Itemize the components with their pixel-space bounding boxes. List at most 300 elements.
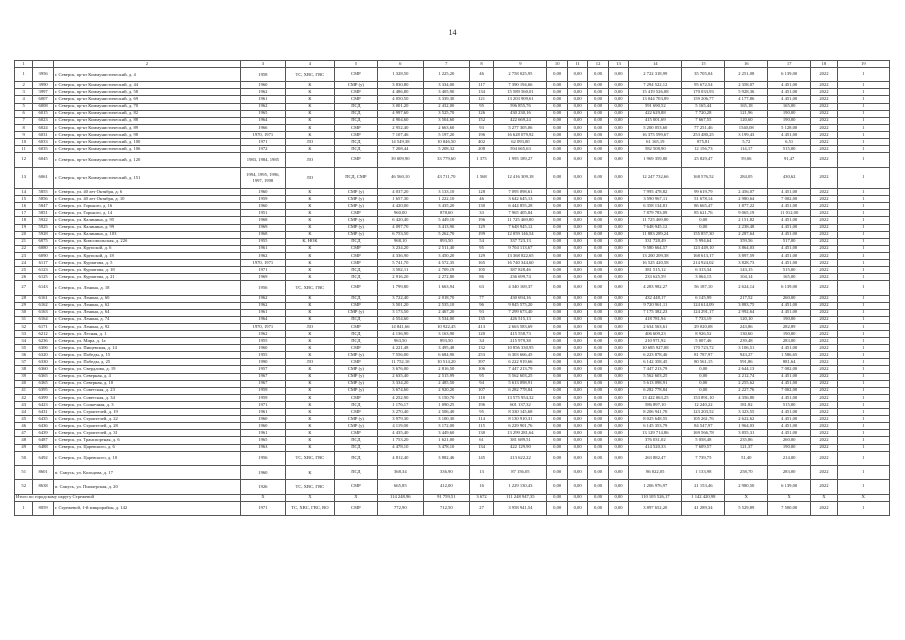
- table-cell: 0,00: [608, 331, 628, 338]
- table-row: [15, 309, 890, 316]
- table-cell: 196: [469, 401, 494, 408]
- table-cell: 239,48: [725, 338, 768, 345]
- table-cell: 0,00: [608, 316, 628, 323]
- table-cell: 42: [15, 394, 33, 401]
- table-cell: 665,85: [377, 480, 423, 494]
- table-cell: 4 451,00: [768, 82, 811, 89]
- table-cell: 415 001,69: [629, 117, 682, 124]
- table-cell: СМР: [334, 124, 377, 131]
- table-cell: 1964: [240, 316, 285, 323]
- table-cell: 4 451,00: [768, 409, 811, 416]
- table-cell: 0,00: [547, 323, 567, 330]
- table-cell: 0,00: [547, 146, 567, 153]
- table-cell: 0,00: [608, 196, 628, 203]
- table-cell: г. Северск, ул. Северная, д. 10: [53, 380, 240, 387]
- table-cell: 105: [469, 267, 494, 274]
- column-number-cell: 6: [377, 61, 423, 68]
- table-cell: 0,00: [567, 124, 587, 131]
- table-cell: ПСД: [334, 146, 377, 153]
- table-cell: 104,14: [725, 274, 768, 281]
- table-cell: 1 657,30: [377, 196, 423, 203]
- table-cell: 2 663,60: [423, 124, 469, 131]
- table-cell: 0,00: [682, 380, 725, 387]
- table-cell: 169 566,78: [682, 430, 725, 437]
- table-cell: 3 855,31: [725, 430, 768, 437]
- table-cell: 0,00: [547, 110, 567, 117]
- table-cell: 0,00: [567, 401, 587, 408]
- table-cell: 2022: [811, 366, 838, 373]
- table-cell: 0,00: [608, 430, 628, 437]
- table-cell: 25 829,47: [682, 153, 725, 167]
- table-cell: 283,00: [768, 465, 811, 479]
- table-cell: 0,00: [682, 366, 725, 373]
- table-cell: 0,00: [567, 387, 587, 394]
- table-cell: 1959: [240, 196, 285, 203]
- table-cell: 0,00: [608, 103, 628, 110]
- table-cell: 6007: [33, 96, 53, 103]
- table-cell: К: [285, 316, 334, 323]
- table-cell: 1970, 1971: [240, 259, 285, 266]
- table-cell: 0,00: [547, 366, 567, 373]
- table-cell: 1: [837, 437, 889, 444]
- table-cell: 2022: [811, 224, 838, 231]
- table-cell: 6488: [33, 444, 53, 451]
- table-row: [15, 451, 890, 465]
- table-cell: 3 642 645,13: [494, 196, 547, 203]
- table-cell: 1966: [240, 124, 285, 131]
- table-cell: 41: [15, 387, 33, 394]
- table-cell: 0,00: [547, 203, 567, 210]
- table-cell: 7 095 098,61: [494, 189, 547, 196]
- table-cell: 0,00: [608, 231, 628, 238]
- table-cell: 0,00: [608, 274, 628, 281]
- table-cell: 0,00: [608, 423, 628, 430]
- table-cell: 3 676,00: [377, 366, 423, 373]
- table-row: [15, 465, 890, 479]
- column-number-cell: 18: [811, 61, 838, 68]
- table-cell: 0,00: [608, 68, 628, 82]
- table-cell: 0,00: [567, 189, 587, 196]
- table-cell: 0,00: [547, 345, 567, 352]
- table-cell: 46: [15, 423, 33, 430]
- table-cell: 712,50: [423, 501, 469, 515]
- table-cell: 0,00: [567, 196, 587, 203]
- table-cell: 1960: [240, 345, 285, 352]
- table-cell: 3 897 652,20: [629, 501, 682, 515]
- table-cell: 5925: [33, 224, 53, 231]
- table-cell: 54: [469, 238, 494, 245]
- table-cell: 0,00: [567, 281, 587, 295]
- table-cell: 4 451,00: [768, 224, 811, 231]
- table-cell: 1: [837, 387, 889, 394]
- table-cell: 196: [469, 217, 494, 224]
- table-cell: 4 451,00: [768, 252, 811, 259]
- table-cell: К: [285, 110, 334, 117]
- table-cell: 1967: [240, 380, 285, 387]
- table-cell: 0,00: [588, 131, 608, 138]
- table-cell: 7 107,46: [377, 131, 423, 138]
- table-cell: 0,00: [608, 345, 628, 352]
- table-cell: 4 136,90: [377, 331, 423, 338]
- table-cell: 601 137,32: [494, 401, 547, 408]
- table-cell: 130,60: [725, 331, 768, 338]
- table-cell: 263 882,47: [629, 451, 682, 465]
- table-cell: 52: [15, 480, 33, 494]
- table-cell: 1971: [240, 267, 285, 274]
- table-cell: 0,00: [608, 451, 628, 465]
- table-cell: 190,00: [768, 316, 811, 323]
- table-cell: ПСД: [334, 331, 377, 338]
- table-cell: 62 093,00: [494, 139, 547, 146]
- table-cell: г. Северск, ул. Лесная, д. 1: [53, 331, 240, 338]
- table-cell: К: [285, 217, 334, 224]
- table-cell: ПСД: [334, 110, 377, 117]
- table-cell: г. Северск, ул. 40 лет Октября, д. 6: [53, 189, 240, 196]
- table-cell: 7 720,28: [682, 110, 725, 117]
- table-cell: 1: [837, 110, 889, 117]
- table-cell: г. Северск, пр-кт Коммунистический, д. 70: [53, 103, 240, 110]
- table-cell: 24: [15, 259, 33, 266]
- table-cell: 2022: [811, 451, 838, 465]
- table-cell: 0,00: [567, 373, 587, 380]
- table-cell: 196: [469, 131, 494, 138]
- table-cell: 0,00: [588, 494, 608, 501]
- table-cell: 5 208,32: [423, 146, 469, 153]
- table-cell: 121,96: [725, 110, 768, 117]
- table-cell: 0,00: [608, 394, 628, 401]
- table-cell: 114,17: [725, 146, 768, 153]
- table-cell: 0,00: [567, 451, 587, 465]
- table-cell: 4 486,80: [377, 89, 423, 96]
- table-cell: 4 451,00: [768, 231, 811, 238]
- table-cell: К: [285, 259, 334, 266]
- table-cell: 165: [469, 259, 494, 266]
- table-cell: 0,00: [547, 267, 567, 274]
- table-cell: 0,00: [547, 373, 567, 380]
- table-cell: 3 064,15: [682, 274, 725, 281]
- table-row: [15, 167, 890, 189]
- table-cell: 0,00: [567, 380, 587, 387]
- table-cell: 0,00: [567, 345, 587, 352]
- table-cell: 1 753,20: [377, 437, 423, 444]
- table-cell: 6123: [33, 267, 53, 274]
- table-cell: К: [285, 465, 334, 479]
- table-cell: 5922: [33, 217, 53, 224]
- table-cell: 11: [15, 146, 33, 153]
- table-cell: 0,00: [588, 302, 608, 309]
- table-cell: 0,00: [567, 430, 587, 437]
- table-cell: 6330: [33, 359, 53, 366]
- table-cell: 4 451,00: [768, 131, 811, 138]
- table-cell: 1: [837, 238, 889, 245]
- table-cell: 0,00: [547, 480, 567, 494]
- table-cell: 155 857,30: [682, 231, 725, 238]
- table-cell: 0,00: [588, 274, 608, 281]
- table-cell: г. Северск, ул. Свердлова, д. 19: [53, 366, 240, 373]
- table-cell: ЛО: [285, 323, 334, 330]
- table-cell: 21: [15, 238, 33, 245]
- table-cell: 12 240,22: [682, 401, 725, 408]
- table-cell: 331 728,49: [629, 238, 682, 245]
- table-cell: 13 044 703,89: [629, 96, 682, 103]
- table-cell: 2022: [811, 444, 838, 451]
- table-cell: 586 897,10: [629, 401, 682, 408]
- table-cell: 5 613 098,91: [494, 380, 547, 387]
- table-cell: 0,00: [608, 323, 628, 330]
- table-cell: 1: [837, 338, 889, 345]
- table-cell: 1955: [240, 352, 285, 359]
- table-cell: 6 229 901,76: [494, 423, 547, 430]
- table-cell: 1962: [240, 89, 285, 96]
- table-cell: 402: [469, 139, 494, 146]
- column-number-cell: 2: [53, 61, 240, 68]
- table-cell: 1: [837, 217, 889, 224]
- table-cell: 2022: [811, 302, 838, 309]
- table-cell: 2022: [811, 110, 838, 117]
- table-cell: 881,64: [768, 359, 811, 366]
- table-cell: 282,89: [768, 323, 811, 330]
- table-cell: К: [285, 444, 334, 451]
- table-cell: 2 634 563,61: [629, 323, 682, 330]
- table-cell: 6436: [33, 423, 53, 430]
- table-cell: 1: [15, 68, 33, 82]
- table-row: [15, 302, 890, 309]
- table-cell: 0,00: [588, 295, 608, 302]
- table-cell: 0,00: [588, 409, 608, 416]
- table-cell: 128: [469, 189, 494, 196]
- table-cell: 0,00: [608, 480, 628, 494]
- table-cell: 1: [837, 423, 889, 430]
- table-cell: 0,00: [608, 96, 628, 103]
- table-cell: 10 514,20: [423, 359, 469, 366]
- column-number-cell: 5: [334, 61, 377, 68]
- table-cell: 1 225,20: [423, 68, 469, 82]
- table-cell: 6 753,50: [377, 231, 423, 238]
- table-cell: 124 614,09: [682, 302, 725, 309]
- table-cell: 2 980,64: [725, 196, 768, 203]
- table-cell: ПСД: [334, 465, 377, 479]
- table-cell: г. Северск, ул. Транспортная, д. 6: [53, 437, 240, 444]
- table-cell: 359,56: [725, 238, 768, 245]
- table-cell: 6162: [33, 302, 53, 309]
- table-cell: 0,00: [567, 238, 587, 245]
- table-cell: г. Северск, ул. Крупской, д. 6: [53, 245, 240, 252]
- table-cell: 0,00: [608, 224, 628, 231]
- table-row: [15, 380, 890, 387]
- table-row: [15, 352, 890, 359]
- table-cell: 5 562 603,25: [629, 373, 682, 380]
- table-cell: 91,47: [768, 153, 811, 167]
- table-row: [15, 394, 890, 401]
- table-cell: 4 451,00: [768, 394, 811, 401]
- table-cell: Х: [240, 494, 285, 501]
- table-cell: 1961: [240, 245, 285, 252]
- table-cell: 1965: [240, 437, 285, 444]
- table-cell: 14 841,66: [377, 323, 423, 330]
- table-cell: 39: [15, 373, 33, 380]
- table-cell: 0,00: [608, 501, 628, 515]
- table-cell: г. Северск, ул. Ленина, д. 62: [53, 302, 240, 309]
- table-cell: 0,00: [588, 352, 608, 359]
- table-cell: 1962: [240, 103, 285, 110]
- table-cell: 0,00: [588, 267, 608, 274]
- table-cell: 0,00: [608, 117, 628, 124]
- table-cell: 1994, 1995, 1996, 1997, 1998: [240, 167, 285, 189]
- table-cell: 2022: [811, 103, 838, 110]
- table-cell: 772,90: [377, 501, 423, 515]
- table-cell: СМР: [334, 68, 377, 82]
- table-cell: 85 621,76: [682, 210, 725, 217]
- table-cell: 3 674,60: [377, 387, 423, 394]
- table-cell: 1972: [240, 146, 285, 153]
- table-cell: 26: [15, 274, 33, 281]
- table-cell: 0,00: [547, 309, 567, 316]
- table-cell: 40: [15, 380, 33, 387]
- table-cell: 2022: [811, 146, 838, 153]
- table-cell: 5 197,20: [423, 131, 469, 138]
- table-cell: 0,00: [608, 82, 628, 89]
- table-cell: 99 619,79: [682, 189, 725, 196]
- table-cell: 0,00: [547, 501, 567, 515]
- table-cell: 0,00: [588, 465, 608, 479]
- table-cell: 7 667,55: [682, 117, 725, 124]
- table-cell: 0,00: [588, 124, 608, 131]
- table-cell: 13: [15, 167, 33, 189]
- table-cell: 893,50: [423, 238, 469, 245]
- table-cell: 0,00: [547, 196, 567, 203]
- table-cell: 4 451,00: [768, 96, 811, 103]
- table-cell: 2022: [811, 387, 838, 394]
- table-cell: 2022: [811, 423, 838, 430]
- table-cell: 1962: [240, 295, 285, 302]
- table-cell: ЛО: [285, 153, 334, 167]
- table-cell: 0,00: [567, 224, 587, 231]
- table-cell: 0,00: [567, 131, 587, 138]
- table-row: [15, 409, 890, 416]
- table-cell: 2022: [811, 217, 838, 224]
- table-cell: 6236: [33, 338, 53, 345]
- table-cell: 0,00: [567, 316, 587, 323]
- table-cell: 3 495,48: [423, 345, 469, 352]
- table-cell: 2 663 583,69: [494, 323, 547, 330]
- table-cell: г. Северск, ул. Курчатова, д. 21: [53, 274, 240, 281]
- table-cell: 23: [15, 252, 33, 259]
- table-cell: 1962: [240, 331, 285, 338]
- table-cell: 7 556,00: [377, 352, 423, 359]
- table-cell: г. Северск, ул. Царевского, д. 6: [53, 444, 240, 451]
- table-cell: 5 449,10: [423, 217, 469, 224]
- table-cell: ТС, ХВС, ГВС: [285, 480, 334, 494]
- table-cell: 12 059 146,54: [494, 231, 547, 238]
- column-number-cell: 12: [588, 61, 608, 68]
- table-cell: 2 287,64: [725, 231, 768, 238]
- table-cell: 0,00: [588, 359, 608, 366]
- table-cell: г. Северск, ул. Советская, д. 23: [53, 387, 240, 394]
- table-cell: 1: [837, 451, 889, 465]
- table-cell: 515,00: [768, 401, 811, 408]
- table-row: [15, 153, 890, 167]
- table-cell: 0,00: [567, 117, 587, 124]
- table-cell: 2022: [811, 480, 838, 494]
- table-row: [15, 295, 890, 302]
- table-cell: г. Северск, ул. Строителей, д. 19: [53, 409, 240, 416]
- table-cell: 591 690,52: [629, 103, 682, 110]
- table-cell: г. Стрежевой, 1-й микрорайон, д. 142: [53, 501, 240, 515]
- table-cell: 2 358,07: [725, 82, 768, 89]
- table-cell: 6 358 134,81: [629, 203, 682, 210]
- table-cell: 0,00: [588, 110, 608, 117]
- table-cell: 13 200 209,38: [629, 252, 682, 259]
- table-cell: 3 449,60: [423, 430, 469, 437]
- table-cell: 2022: [811, 373, 838, 380]
- table-cell: 0,00: [567, 437, 587, 444]
- table-cell: 7 965 405,84: [494, 210, 547, 217]
- table-cell: 2022: [811, 323, 838, 330]
- table-cell: 3 270,40: [377, 409, 423, 416]
- table-cell: 1926: [240, 480, 285, 494]
- table-cell: 0,00: [588, 117, 608, 124]
- table-cell: 6320: [33, 352, 53, 359]
- table-cell: 0,00: [567, 409, 587, 416]
- table-row: [15, 224, 890, 231]
- table-cell: 0,00: [608, 366, 628, 373]
- table-cell: 3: [15, 89, 33, 96]
- table-cell: 1965: [240, 110, 285, 117]
- table-cell: 2022: [811, 359, 838, 366]
- table-cell: 8 206 941,70: [629, 409, 682, 416]
- table-row: [15, 110, 890, 117]
- table-cell: 159 206,77: [682, 96, 725, 103]
- table-cell: 381 689,51: [494, 437, 547, 444]
- table-cell: 10 846,50: [423, 139, 469, 146]
- table-cell: 0,00: [588, 281, 608, 295]
- table-cell: 1: [837, 89, 889, 96]
- table-cell: 2 920,20: [423, 387, 469, 394]
- table-body: [15, 61, 890, 516]
- table-cell: 10 856 330,95: [494, 345, 547, 352]
- table-cell: 16 628 079,92: [494, 131, 547, 138]
- table-cell: 11 725 469,80: [629, 217, 682, 224]
- table-cell: К: [285, 401, 334, 408]
- table-cell: 1970, 1971: [240, 323, 285, 330]
- table-cell: 0,00: [547, 96, 567, 103]
- table-cell: 14: [15, 189, 33, 196]
- table-cell: К: [285, 380, 334, 387]
- table-cell: 11 883 289,24: [629, 231, 682, 238]
- table-cell: 1: [837, 345, 889, 352]
- table-cell: 81 787,97: [682, 352, 725, 359]
- table-cell: 80 561,15: [682, 359, 725, 366]
- table-cell: 6015: [33, 110, 53, 117]
- table-cell: 0,00: [547, 139, 567, 146]
- table-cell: 6492: [33, 451, 53, 465]
- table-cell: ПСД: [334, 274, 377, 281]
- table-cell: 5855: [33, 189, 53, 196]
- table-cell: 5 562 603,25: [494, 373, 547, 380]
- table-cell: 2022: [811, 167, 838, 189]
- table-cell: 1 568: [469, 167, 494, 189]
- table-cell: 1 586,65: [768, 352, 811, 359]
- table-row: [15, 146, 890, 153]
- table-cell: 0,00: [567, 267, 587, 274]
- table-cell: 6 139,00: [768, 281, 811, 295]
- table-cell: 258,70: [725, 465, 768, 479]
- table-cell: 0,00: [608, 387, 628, 394]
- table-cell: 165,00: [768, 103, 811, 110]
- table-cell: СМР (у): [334, 82, 377, 89]
- table-cell: 515,00: [768, 146, 811, 153]
- table-cell: 5 200 053,60: [629, 124, 682, 131]
